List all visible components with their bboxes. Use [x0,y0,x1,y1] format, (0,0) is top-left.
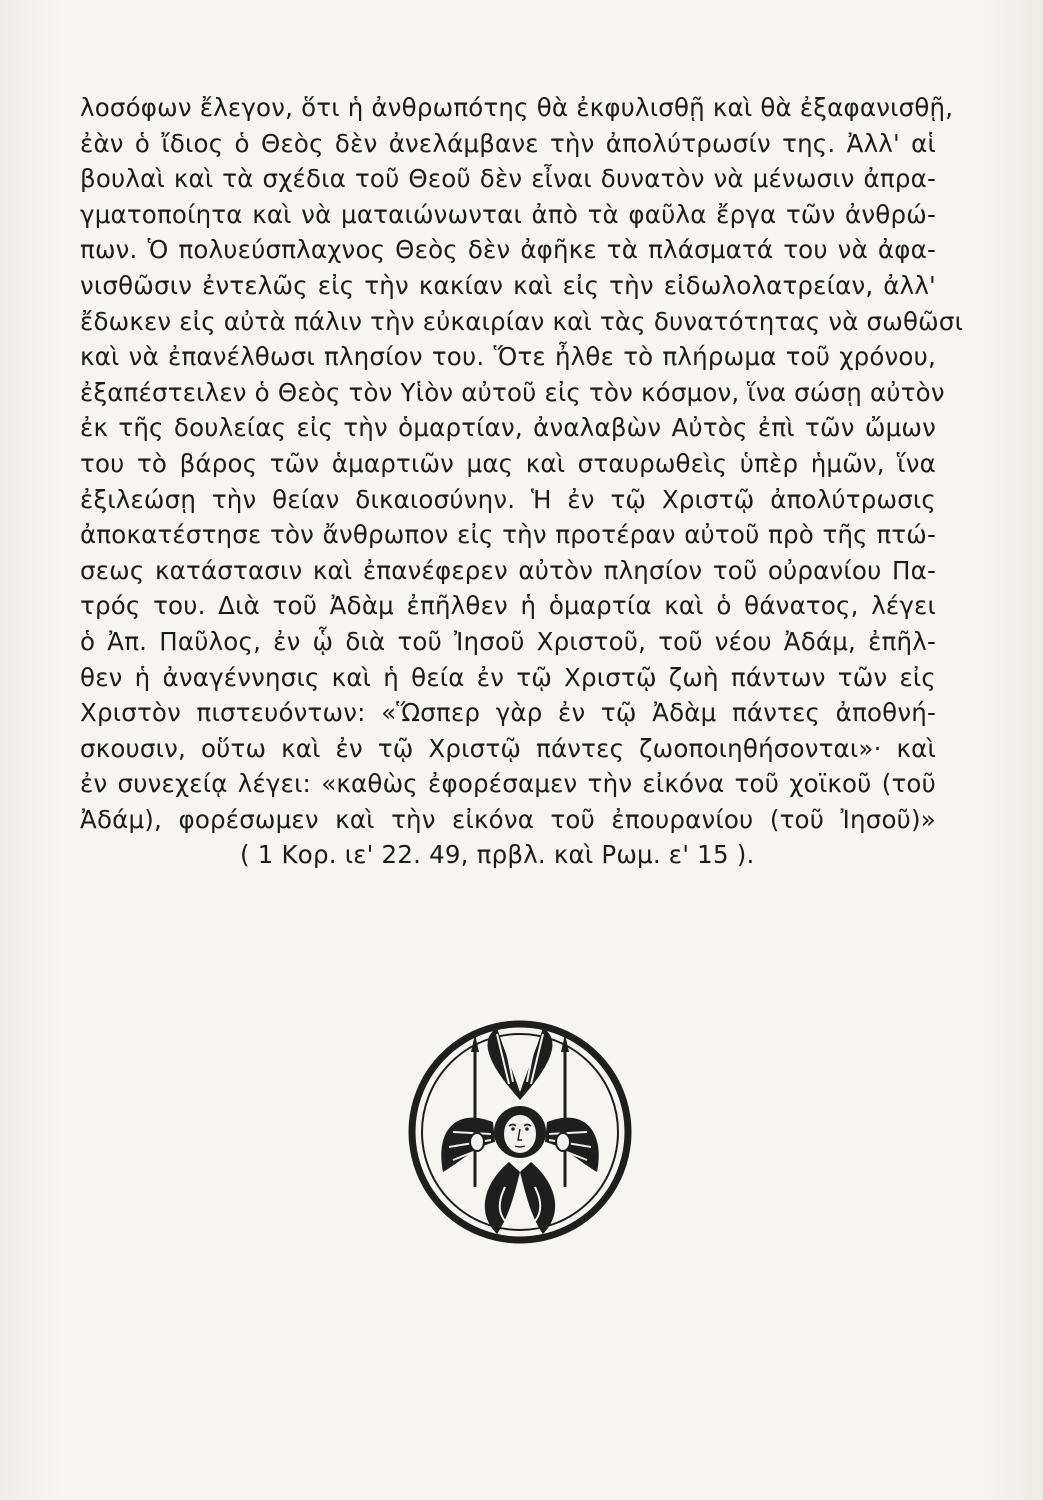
text-line: ὁ Ἀπ. Παῦλος, ἐν ᾧ διὰ τοῦ Ἰησοῦ Χριστοῦ, τοῦ νέου Ἀδάμ, ἐπῆλ- [80,626,936,656]
text-line: Χριστὸν πιστευόντων: «Ὥσπερ γὰρ ἐν τῷ Ἀδὰμ πάντες ἀποθνή- [80,698,936,728]
body-text [80,90,964,873]
text-line: σκουσιν, οὕτω καὶ ἐν τῷ Χριστῷ πάντες ζωοποιηθήσονται»· καὶ [80,733,936,763]
text-line: θεν ἡ ἀναγέννησις καὶ ἡ θεία ἐν τῷ Χριστῷ ζωὴ πάντων τῶν εἰς [80,662,936,692]
text-line: ἐν συνεχείᾳ λέγει: «καθὼς ἐφορέσαμεν τὴν εἰκόνα τοῦ χοϊκοῦ (τοῦ [80,769,936,799]
six-winged-seraph-icon [405,1012,635,1252]
text-line: ἐὰν ὁ ἴδιος ὁ Θεὸς δὲν ἀνελάμβανε τὴν ἀπολύτρωσίν της. Ἀλλ' αἱ [80,128,936,158]
text-line: βουλαὶ καὶ τὰ σχέδια τοῦ Θεοῦ δὲν εἶναι δυνατὸν νὰ μένωσιν ἀπρα- [80,164,936,194]
text-line: τρός του. Διὰ τοῦ Ἀδὰμ ἐπῆλθεν ἡ ὁμαρτία καὶ ὁ θάνατος, λέγει [80,591,936,621]
text-line: σεως κατάστασιν καὶ ἐπανέφερεν αὐτὸν πλησίον τοῦ οὐρανίου Πα- [80,555,936,585]
text-line: λοσόφων ἔλεγον, ὅτι ἡ ἀνθρωπότης θὰ ἐκφυλισθῇ καὶ θὰ ἐξαφανισθῇ, [80,93,954,122]
text-line: ἐξιλεώσῃ τὴν θείαν δικαιοσύνην. Ἡ ἐν τῷ Χριστῷ ἀπολύτρωσις [80,484,936,514]
text-line: ἀποκατέστησε τὸν ἄνθρωπον εἰς τὴν προτέραν αὐτοῦ πρὸ τῆς πτώ- [80,520,936,550]
text-line: πων. Ὁ πολυεύσπλαχνος Θεὸς δὲν ἀφῆκε τὰ πλάσματά του νὰ ἀφα- [80,235,936,265]
text-line: ἐξαπέστειλεν ὁ Θεὸς τὸν Υἱὸν αὐτοῦ εἰς τὸν κόσμον, ἵνα σώσῃ αὐτὸν [80,377,945,407]
citation-line: ( 1 Κορ. ιε' 22. 49, πρβλ. καὶ Ρωμ. ε' 15 ). [240,840,755,870]
text-line: καὶ νὰ ἐπανέλθωσι πλησίον του. Ὅτε ἦλθε τὸ πλήρωμα τοῦ χρόνου, [80,342,936,372]
text-line: νισθῶσιν ἐντελῶς εἰς τὴν κακίαν καὶ εἰς τὴν εἰδωλολατρείαν, ἀλλ' [80,270,936,300]
text-line: γματοποίητα καὶ νὰ ματαιώνωνται ἀπὸ τὰ φαῦλα ἔργα τῶν ἀνθρώ- [80,199,936,229]
text-line: ἔδωκεν εἰς αὐτὰ πάλιν τὴν εὐκαιρίαν καὶ τὰς δυνατότητας νὰ σωθῶσι [80,306,964,336]
text-line: Ἀδάμ), φορέσωμεν καὶ τὴν εἰκόνα τοῦ ἐπουρανίου (τοῦ Ἰησοῦ)» [80,804,936,834]
text-line: του τὸ βάρος τῶν ἁμαρτιῶν μας καὶ σταυρωθεὶς ὑπὲρ ἡμῶν, ἵνα [80,448,936,478]
text-line: ἐκ τῆς δουλείας εἰς τὴν ὁμαρτίαν, ἀναλαβὼν Αὐτὸς ἐπὶ τῶν ὤμων [80,413,936,443]
